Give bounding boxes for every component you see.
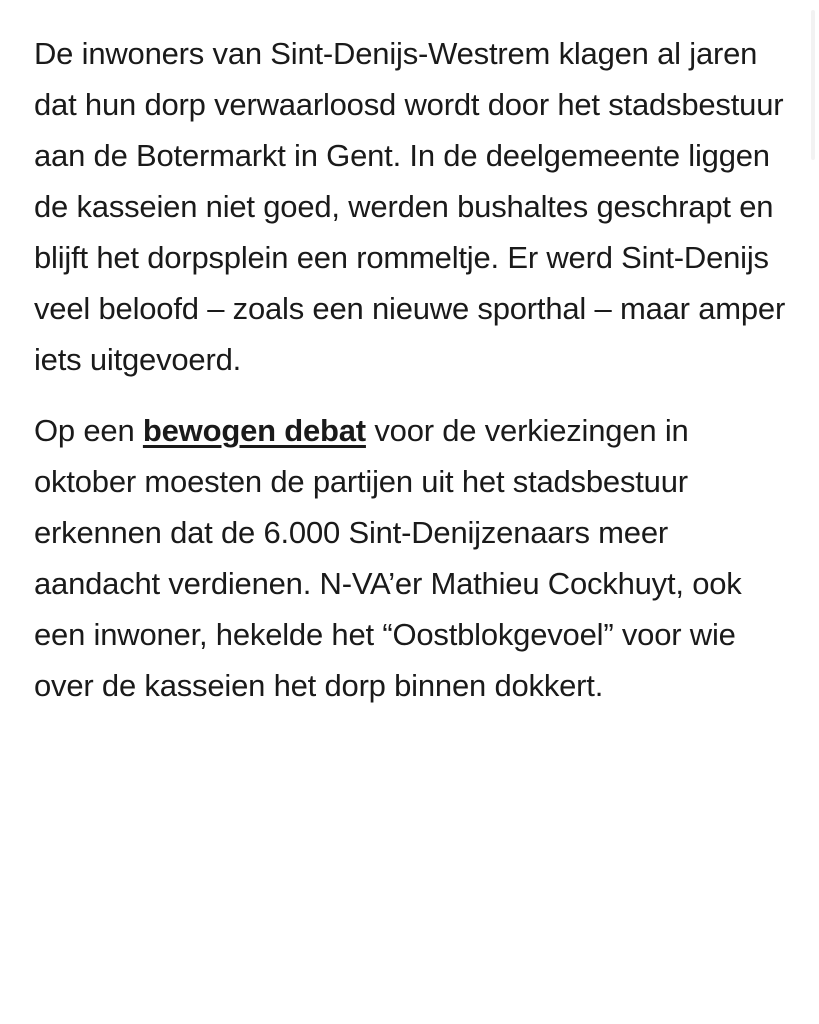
article-body bbox=[34, 28, 794, 731]
article-paragraph-1: De inwoners van Sint-Denijs-Westrem klagen al jaren dat hun dorp verwaarloosd wordt door het stadsbestuur aan de Botermarkt in Gent. In de deelgemeente liggen de kasseien niet goed, werden bushaltes geschrapt en blijft het dorpsplein een rommeltje. Er werd Sint-Denijs veel beloofd – zoals een nieuwe sporthal – maar amper iets uitgevoerd. bbox=[34, 36, 786, 377]
paragraph-2-text-before: Op een bbox=[34, 413, 143, 448]
debate-link[interactable]: bewogen debat bbox=[142, 413, 366, 448]
article-paragraph-2 bbox=[34, 405, 794, 711]
scrollbar[interactable] bbox=[811, 10, 815, 160]
paragraph-2-text-after: voor de verkiezingen in oktober moesten de partijen uit het stadsbestuur erkennen dat de 6.000 Sint-Denijzenaars meer aandacht verdienen. N-VA’er Mathieu Cockhuyt, ook een inwoner, hekelde het “Oostblokgevoel” voor wie over de kasseien het dorp binnen dokkert. bbox=[34, 413, 742, 703]
